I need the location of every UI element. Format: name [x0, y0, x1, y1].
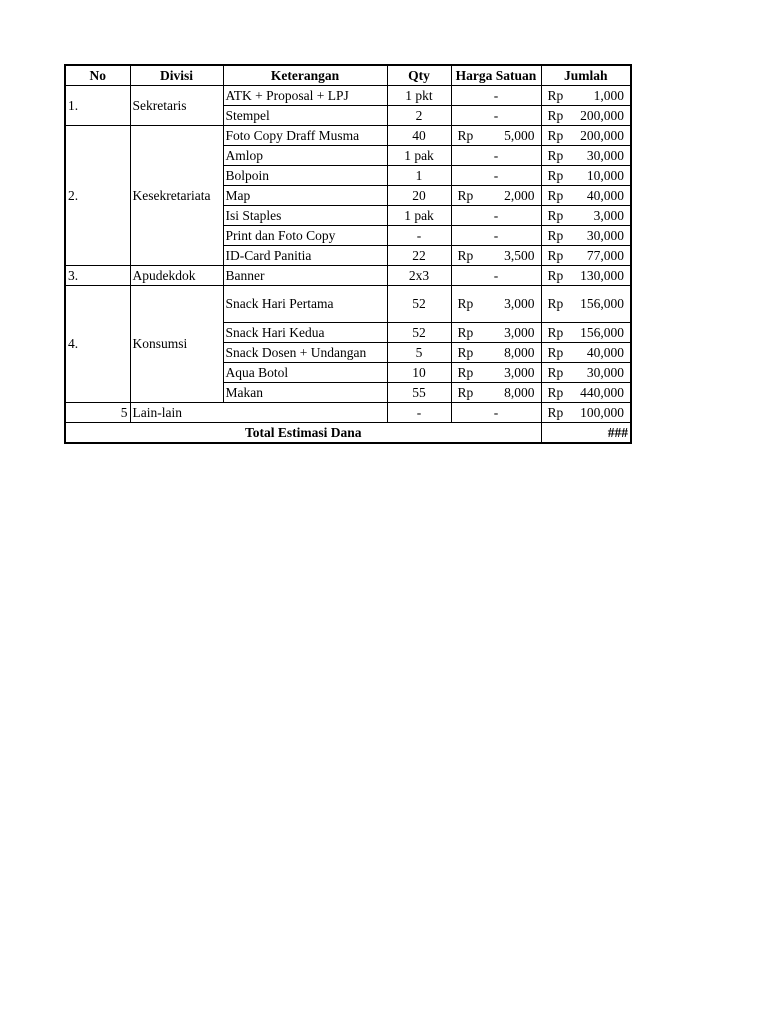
amount-value: 440,000: [580, 384, 624, 400]
amount-value: 77,000: [586, 247, 624, 263]
harga-satuan-cell: [451, 343, 541, 363]
total-value: ###: [541, 423, 631, 444]
qty-cell: 22: [387, 246, 451, 266]
amount-value: 3,500: [504, 247, 535, 263]
keterangan-cell: Stempel: [223, 106, 387, 126]
jumlah-cell: [541, 383, 631, 403]
keterangan-cell: Makan: [223, 383, 387, 403]
amount-value: 30,000: [586, 147, 624, 163]
currency-label: Rp: [547, 127, 564, 143]
keterangan-cell: Snack Dosen + Undangan: [223, 343, 387, 363]
header-jumlah: Jumlah: [541, 65, 631, 86]
table-row: [65, 266, 631, 286]
row-number: 2.: [65, 126, 130, 266]
keterangan-cell: Foto Copy Draff Musma: [223, 126, 387, 146]
currency-label: Rp: [547, 344, 564, 360]
keterangan-cell: Isi Staples: [223, 206, 387, 226]
currency-label: Rp: [457, 364, 474, 380]
keterangan-cell: Snack Hari Pertama: [223, 286, 387, 323]
qty-cell: 20: [387, 186, 451, 206]
amount-value: 100,000: [580, 404, 624, 420]
currency-label: Rp: [547, 167, 564, 183]
table-row: [65, 86, 631, 106]
amount-value: 2,000: [504, 187, 535, 203]
header-divisi: Divisi: [130, 65, 223, 86]
budget-table: [64, 64, 632, 444]
jumlah-cell: [541, 323, 631, 343]
harga-satuan-cell: [451, 126, 541, 146]
table-body: [65, 86, 631, 444]
header-row: [65, 65, 631, 86]
divisi-cell: Kesekretariata: [130, 126, 223, 266]
qty-cell: 1 pak: [387, 146, 451, 166]
currency-label: Rp: [547, 384, 564, 400]
qty-cell: 5: [387, 343, 451, 363]
currency-label: Rp: [547, 267, 564, 283]
harga-satuan-cell: -: [451, 266, 541, 286]
harga-satuan-cell: -: [451, 206, 541, 226]
row-number: 4.: [65, 286, 130, 403]
jumlah-cell: [541, 146, 631, 166]
keterangan-cell: Print dan Foto Copy: [223, 226, 387, 246]
keterangan-cell: Map: [223, 186, 387, 206]
currency-label: Rp: [547, 87, 564, 103]
amount-value: 156,000: [580, 324, 624, 340]
qty-cell: 2x3: [387, 266, 451, 286]
qty-cell: 1 pkt: [387, 86, 451, 106]
jumlah-cell: [541, 246, 631, 266]
currency-label: Rp: [547, 187, 564, 203]
qty-cell: 10: [387, 363, 451, 383]
currency-label: Rp: [547, 147, 564, 163]
jumlah-cell: [541, 126, 631, 146]
qty-cell: -: [387, 226, 451, 246]
amount-value: 30,000: [586, 364, 624, 380]
harga-satuan-cell: -: [451, 403, 541, 423]
qty-cell: 52: [387, 286, 451, 323]
currency-label: Rp: [547, 227, 564, 243]
qty-cell: 40: [387, 126, 451, 146]
amount-value: 8,000: [504, 384, 535, 400]
currency-label: Rp: [547, 324, 564, 340]
harga-satuan-cell: -: [451, 146, 541, 166]
qty-cell: 2: [387, 106, 451, 126]
keterangan-cell: Lain-lain: [130, 403, 387, 423]
header-no: No: [65, 65, 130, 86]
currency-label: Rp: [547, 296, 564, 311]
total-label: Total Estimasi Dana: [65, 423, 541, 444]
amount-value: 3,000: [504, 296, 535, 311]
harga-satuan-cell: -: [451, 166, 541, 186]
currency-label: Rp: [457, 247, 474, 263]
currency-label: Rp: [547, 207, 564, 223]
jumlah-cell: [541, 403, 631, 423]
currency-label: Rp: [547, 404, 564, 420]
currency-label: Rp: [457, 324, 474, 340]
amount-value: 40,000: [586, 344, 624, 360]
amount-value: 200,000: [580, 127, 624, 143]
harga-satuan-cell: -: [451, 226, 541, 246]
qty-cell: 1: [387, 166, 451, 186]
currency-label: Rp: [547, 364, 564, 380]
divisi-cell: Apudekdok: [130, 266, 223, 286]
divisi-cell: Sekretaris: [130, 86, 223, 126]
keterangan-cell: Amlop: [223, 146, 387, 166]
jumlah-cell: [541, 186, 631, 206]
row-number: 5: [65, 403, 130, 423]
header-qty: Qty: [387, 65, 451, 86]
currency-label: Rp: [457, 187, 474, 203]
amount-value: 130,000: [580, 267, 624, 283]
amount-value: 3,000: [504, 324, 535, 340]
harga-satuan-cell: [451, 383, 541, 403]
currency-label: Rp: [457, 127, 474, 143]
total-row: [65, 423, 631, 444]
amount-value: 8,000: [504, 344, 535, 360]
header-harga-satuan: Harga Satuan: [451, 65, 541, 86]
amount-value: 3,000: [504, 364, 535, 380]
table-row: [65, 403, 631, 423]
harga-satuan-cell: [451, 363, 541, 383]
currency-label: Rp: [457, 384, 474, 400]
jumlah-cell: [541, 266, 631, 286]
jumlah-cell: [541, 206, 631, 226]
qty-cell: -: [387, 403, 451, 423]
amount-value: 156,000: [580, 296, 624, 311]
amount-value: 40,000: [586, 187, 624, 203]
amount-value: 10,000: [586, 167, 624, 183]
harga-satuan-cell: -: [451, 106, 541, 126]
jumlah-cell: [541, 166, 631, 186]
keterangan-cell: ID-Card Panitia: [223, 246, 387, 266]
jumlah-cell: [541, 363, 631, 383]
currency-label: Rp: [547, 247, 564, 263]
row-number: 1.: [65, 86, 130, 126]
keterangan-cell: Aqua Botol: [223, 363, 387, 383]
harga-satuan-cell: [451, 246, 541, 266]
amount-value: 5,000: [504, 127, 535, 143]
harga-satuan-cell: -: [451, 86, 541, 106]
currency-label: Rp: [547, 107, 564, 123]
qty-cell: 55: [387, 383, 451, 403]
qty-cell: 52: [387, 323, 451, 343]
harga-satuan-cell: [451, 286, 541, 323]
qty-cell: 1 pak: [387, 206, 451, 226]
amount-value: 3,000: [593, 207, 624, 223]
table-row: [65, 286, 631, 323]
keterangan-cell: Banner: [223, 266, 387, 286]
header-keterangan: Keterangan: [223, 65, 387, 86]
row-number: 3.: [65, 266, 130, 286]
jumlah-cell: [541, 86, 631, 106]
amount-value: 1,000: [593, 87, 624, 103]
jumlah-cell: [541, 343, 631, 363]
table-row: [65, 126, 631, 146]
jumlah-cell: [541, 106, 631, 126]
harga-satuan-cell: [451, 186, 541, 206]
jumlah-cell: [541, 286, 631, 323]
divisi-cell: Konsumsi: [130, 286, 223, 403]
currency-label: Rp: [457, 296, 474, 311]
amount-value: 30,000: [586, 227, 624, 243]
harga-satuan-cell: [451, 323, 541, 343]
currency-label: Rp: [457, 344, 474, 360]
keterangan-cell: ATK + Proposal + LPJ: [223, 86, 387, 106]
amount-value: 200,000: [580, 107, 624, 123]
keterangan-cell: Snack Hari Kedua: [223, 323, 387, 343]
keterangan-cell: Bolpoin: [223, 166, 387, 186]
jumlah-cell: [541, 226, 631, 246]
